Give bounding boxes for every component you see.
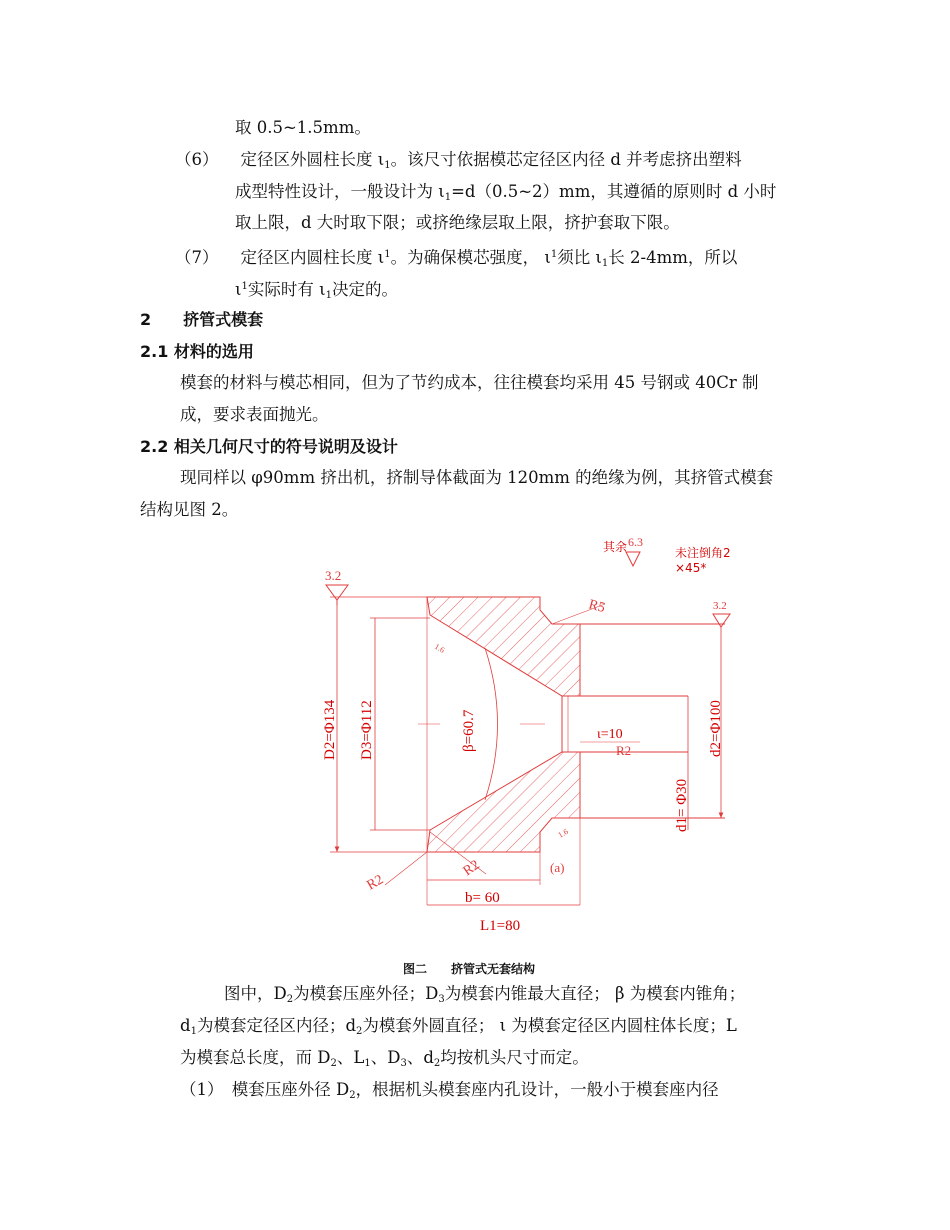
paragraph-2b: 结构见图 2。 <box>140 500 239 519</box>
label-R2-corner: R2 <box>364 872 387 894</box>
roughness-symbol-rest <box>626 552 640 566</box>
text-line-1: 取 0.5~1.5mm。 <box>235 118 371 137</box>
list-item-7: （7） 定径区内圆柱长度 $\iota^1$。为确保模芯强度， $\iota^1$须比 $\iota_1$长 2-4mm，所以 <box>175 248 738 269</box>
paragraph-1b: 成，要求表面抛光。 <box>180 405 329 424</box>
paragraph-4: $d_1$为模套定径区内径；$d_2$为模套外圆直径； ι 为模套定径区内圆柱体长度；L <box>180 1016 737 1037</box>
dim-beta: β=60.7 <box>461 709 477 752</box>
note-rest-value: 6.3 <box>628 535 643 549</box>
label-R2-bore: R2 <box>616 743 632 758</box>
dim-b: b= 60 <box>465 890 500 906</box>
note-chamfer-1: 未注倒角2 <box>675 546 731 560</box>
note-chamfer-2: ×45* <box>675 561 707 575</box>
figure-caption: 图二 挤管式无套结构 <box>403 962 536 976</box>
text-line-3: 成型特性设计，一般设计为 $\iota_1=d(0.5\sim 2)mm$，其遵循的原则时 d 小时 <box>235 182 777 203</box>
dim-D2: D2=Φ134 <box>322 699 338 760</box>
roughness-1-6-lower: 1.6 <box>556 826 570 840</box>
paragraph-3: 图中，$D_2$为模套压座外径；$D_3$为模套内锥最大直径； β 为模套内锥角； <box>224 984 746 1005</box>
die-section-upper <box>427 597 580 696</box>
roughness-symbol-right <box>713 614 730 627</box>
label-a: (a) <box>550 860 565 875</box>
label-R2-lower: R2 <box>460 857 483 880</box>
text-line-4: 取上限，d 大时取下限；或挤绝缘层取上限，挤护套取下限。 <box>235 213 680 232</box>
list-number: （6） <box>175 150 219 169</box>
roughness-right: 3.2 <box>713 600 727 612</box>
label-R5: R5 <box>586 597 607 617</box>
heading-2-2: 2.2 相关几何尺寸的符号说明及设计 <box>140 437 398 456</box>
heading-2-1: 2.1 材料的选用 <box>140 342 254 361</box>
roughness-left: 3.2 <box>325 568 342 583</box>
beta-angle-arc <box>485 648 498 800</box>
list-number: （7） <box>175 248 219 267</box>
roughness-symbol-left <box>326 585 348 600</box>
dim-d1: d1= Φ30 <box>674 778 690 832</box>
dim-D3: D3=Φ112 <box>359 700 375 760</box>
text-line-6: $\iota^1$实际时有 $\iota_1$决定的。 <box>235 280 398 301</box>
paragraph-2: 现同样以 φ90mm 挤出机，挤制导体截面为 120mm 的绝缘为例，其挤管式模套 <box>180 468 774 487</box>
list-item-6: （6） 定径区外圆柱长度 $\iota_1$。该尺寸依据模芯定径区内径 d 并考虑挤出塑料 <box>175 150 742 171</box>
paragraph-5: 为模套总长度，而 $D_2$、$L_1$、$D_3$、$d_2$均按机头尺寸而定。 <box>180 1048 589 1069</box>
dim-L1: L1=80 <box>480 918 521 934</box>
paragraph-6: （1） 模套压座外径 $D_2$，根据机头模套座内孔设计，一般小于模套座内径 <box>180 1080 719 1101</box>
heading-2: 2 挤管式模套 <box>140 310 264 329</box>
paragraph-1: 模套的材料与模芯相同，但为了节约成本，往往模套均采用 45 号钢或 40Cr 制 <box>180 373 759 392</box>
die-section-lower <box>427 752 580 852</box>
dim-l: ι=10 <box>597 727 623 742</box>
roughness-1-6-upper: 1.6 <box>433 641 447 655</box>
note-rest: 其余 <box>603 540 628 554</box>
dim-d2: d2=Φ100 <box>708 700 724 757</box>
